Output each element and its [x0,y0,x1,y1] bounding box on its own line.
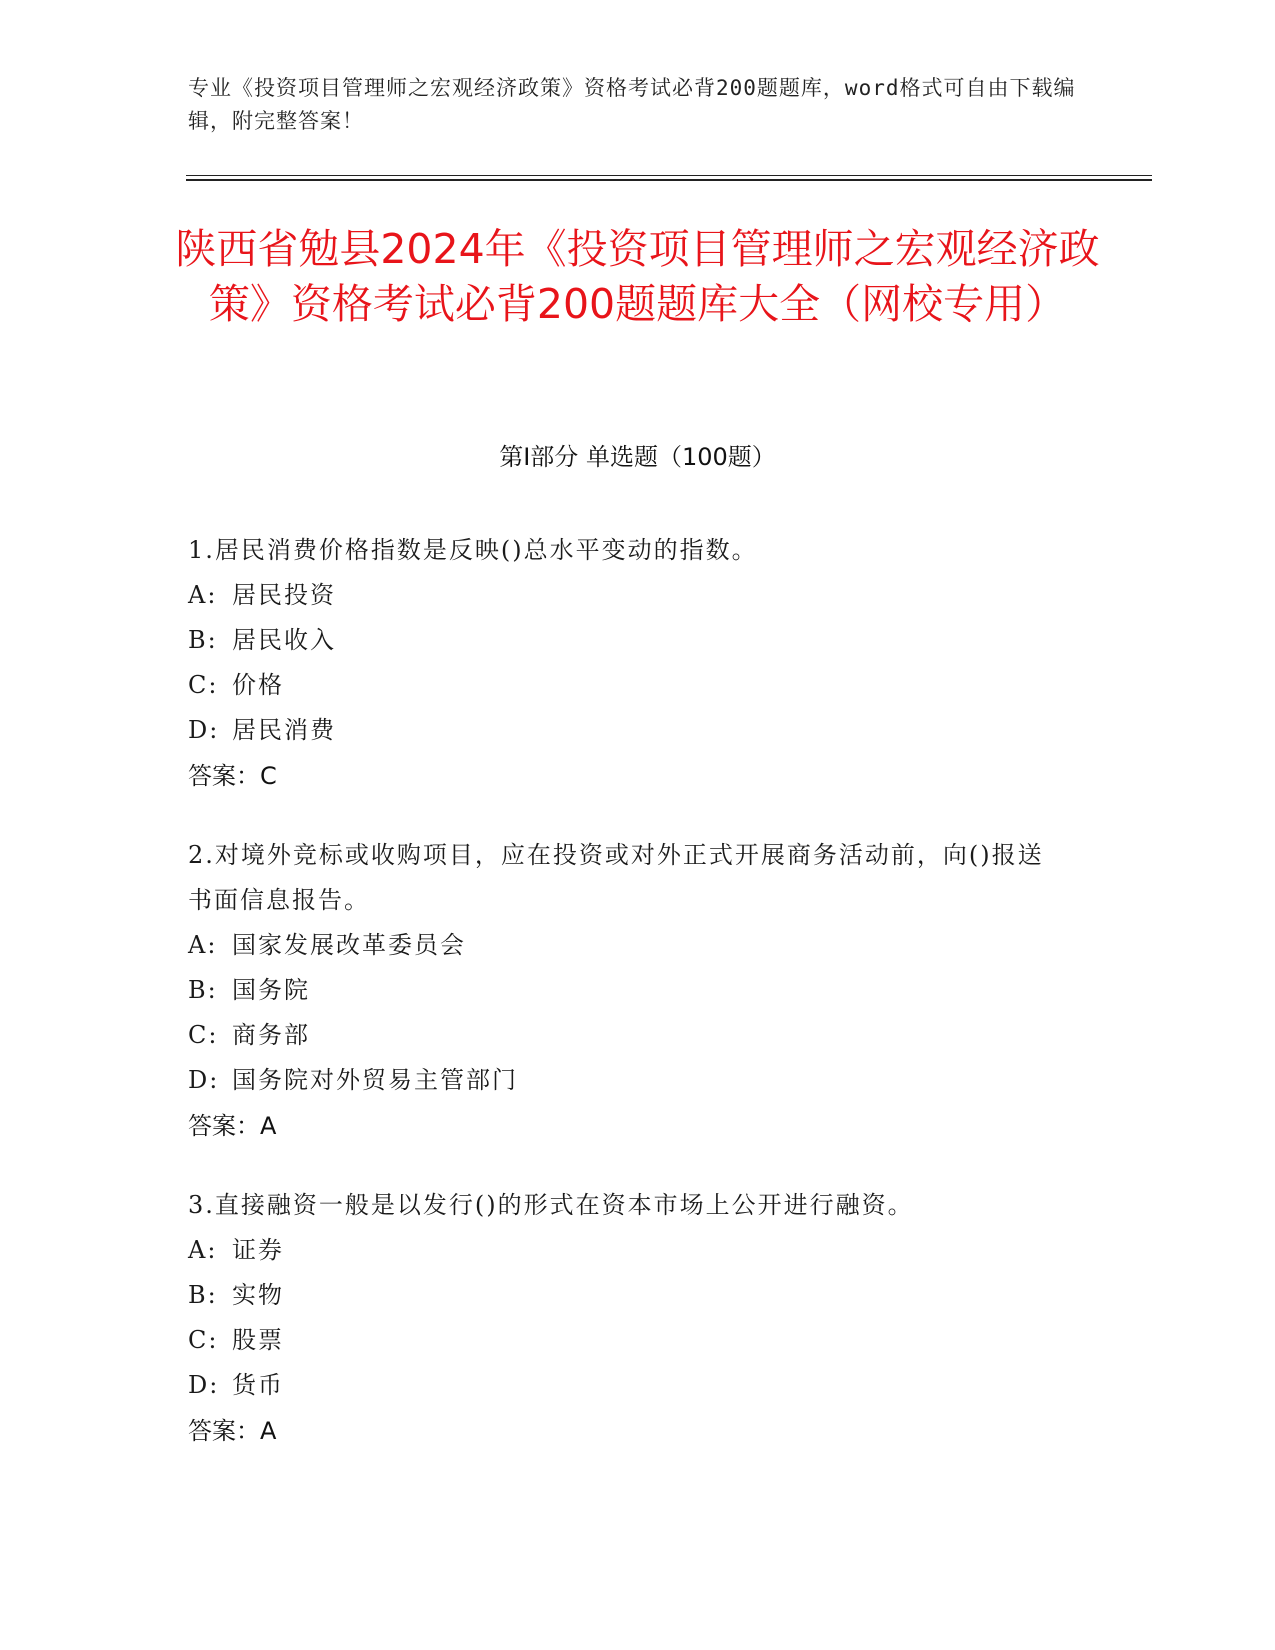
question-list [188,528,1068,1488]
option-a [188,573,1068,618]
answer: 答案：A [188,1417,277,1445]
option-d [188,1363,1068,1408]
option-text: 实物 [232,1281,284,1309]
question-stem: 3.直接融资一般是以发行()的形式在资本市场上公开进行融资。 [188,1191,914,1219]
option-text: 商务部 [232,1021,310,1049]
option-text: 居民消费 [232,716,336,744]
section-title: 第Ⅰ部分 单选题（100题） [499,443,776,471]
option-a [188,923,1068,968]
option-d [188,708,1068,753]
option-key: C: [188,1021,219,1049]
question-3 [188,1183,1068,1454]
option-key: D: [188,1066,220,1094]
option-key: D: [188,716,220,744]
option-a [188,1228,1068,1273]
document-title: 陕西省勉县2024年《投资项目管理师之宏观经济政策》资格考试必背200题题库大全（网校专用） [175,225,1100,328]
option-key: C: [188,671,219,699]
option-text: 居民投资 [232,581,336,609]
option-text: 货币 [232,1371,284,1399]
option-b [188,968,1068,1013]
question-2 [188,833,1068,1149]
option-d [188,1058,1068,1103]
option-key: A: [188,581,218,609]
option-c [188,1318,1068,1363]
header-divider-thin [186,175,1152,176]
option-b [188,618,1068,663]
option-text: 国务院对外贸易主管部门 [232,1066,518,1094]
option-text: 价格 [232,671,284,699]
option-text: 国家发展改革委员会 [232,931,466,959]
header-note: 专业《投资项目管理师之宏观经济政策》资格考试必背200题题库，word格式可自由下载编辑，附完整答案！ [188,76,1076,133]
answer: 答案：C [188,762,277,790]
option-key: A: [188,931,218,959]
option-key: A: [188,1236,218,1264]
option-key: B: [188,976,218,1004]
question-stem: 1.居民消费价格指数是反映()总水平变动的指数。 [188,536,758,564]
option-text: 证券 [232,1236,284,1264]
option-b [188,1273,1068,1318]
option-c [188,663,1068,708]
answer: 答案：A [188,1112,277,1140]
option-key: C: [188,1326,219,1354]
question-1 [188,528,1068,799]
question-stem: 2.对境外竞标或收购项目，应在投资或对外正式开展商务活动前，向()报送书面信息报告。 [188,841,1044,914]
option-key: B: [188,626,218,654]
option-key: D: [188,1371,220,1399]
option-text: 国务院 [232,976,310,1004]
option-key: B: [188,1281,218,1309]
option-c [188,1013,1068,1058]
header-divider-thick [186,179,1152,181]
option-text: 居民收入 [232,626,336,654]
option-text: 股票 [232,1326,284,1354]
